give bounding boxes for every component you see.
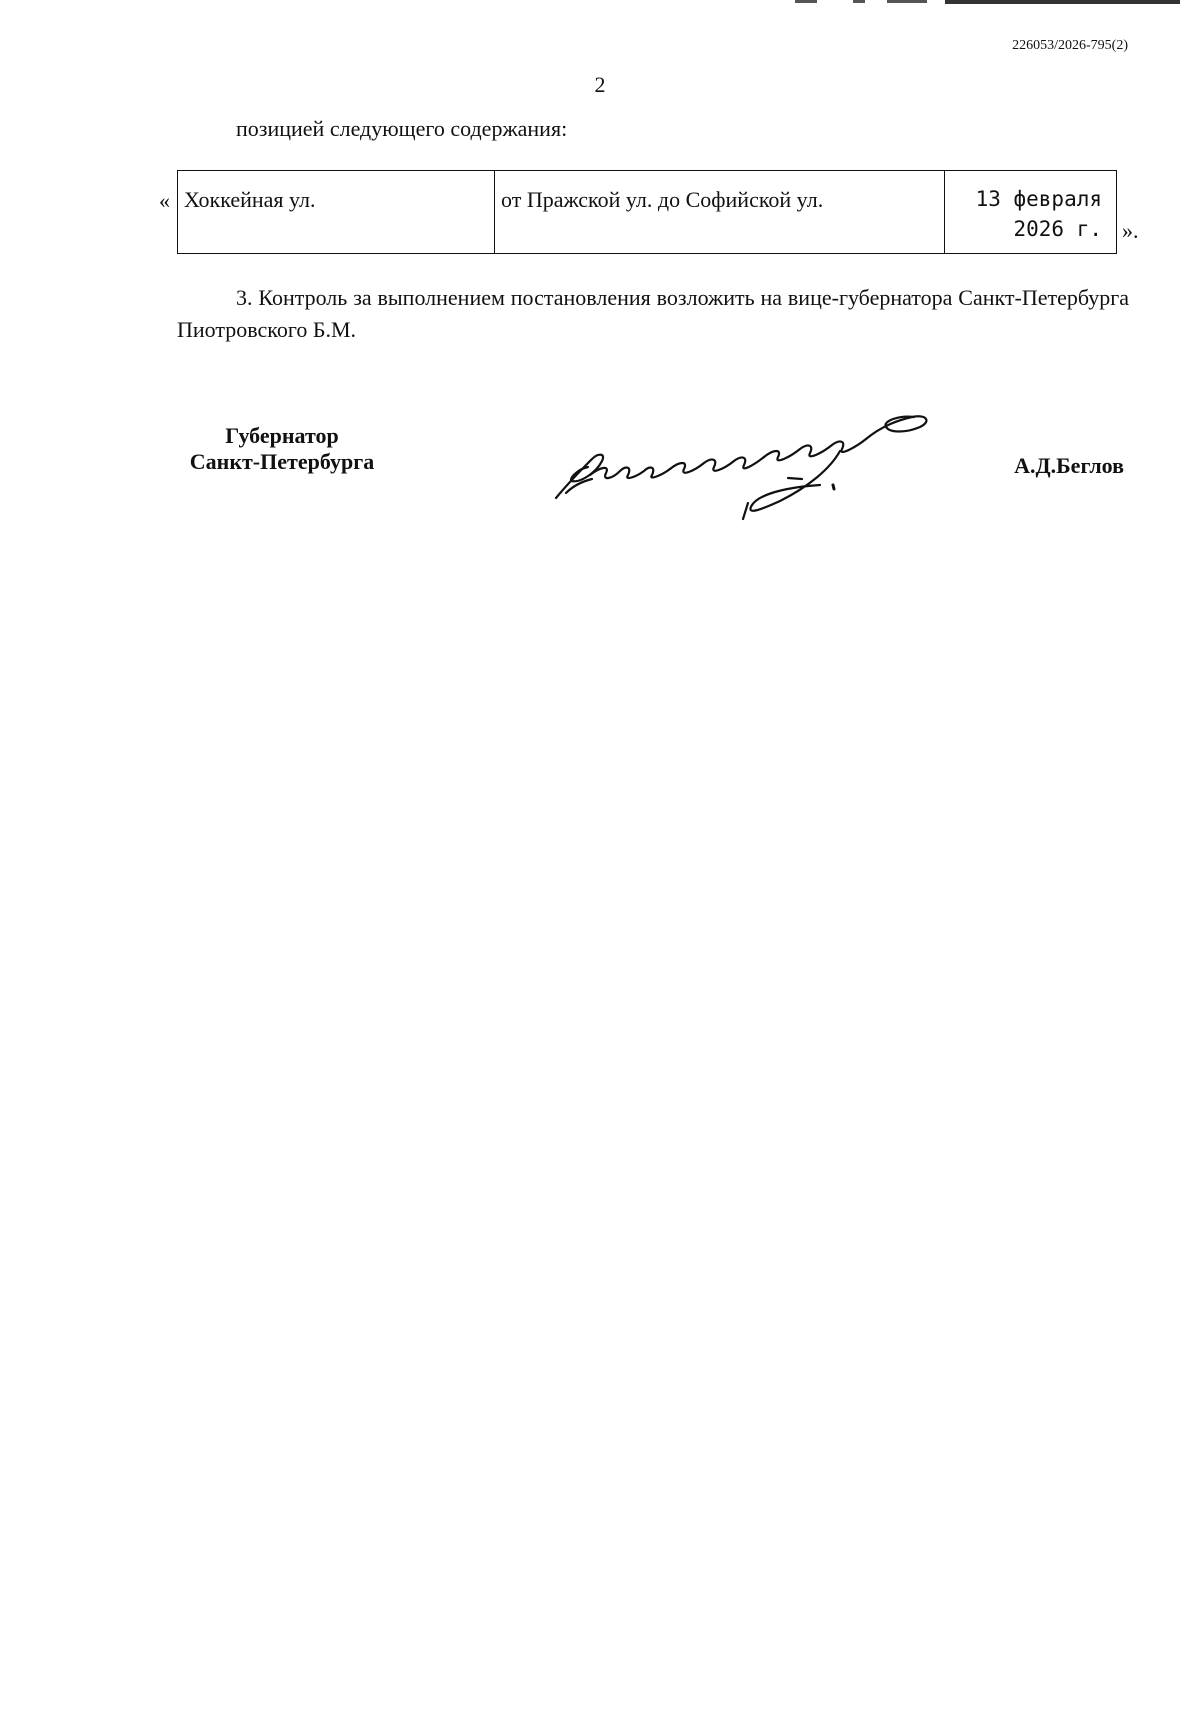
document-number: 226053/2026-795(2) <box>1012 38 1128 53</box>
opening-quote: « <box>159 188 170 213</box>
signatory-name: А.Д.Беглов <box>1014 453 1124 478</box>
page-number: 2 <box>594 72 606 97</box>
paragraph-3: 3. Контроль за выполнением постановления возложить на вице-губернатора Санкт-Петербурга Пиотровского Б.М. <box>177 285 1129 342</box>
street-cell: Хоккейная ул. <box>178 171 495 254</box>
top-scan-marks <box>795 0 1185 8</box>
signatory-title-line-2: Санкт-Петербурга <box>189 449 375 475</box>
date-cell <box>945 171 1117 254</box>
handwritten-signature <box>540 395 980 525</box>
street-table <box>177 170 1117 254</box>
date-line-2: 2026 г. <box>1013 217 1102 242</box>
section-cell: от Пражской ул. до Софийской ул. <box>495 171 945 254</box>
signatory-title-line-1: Губернатор <box>225 423 339 448</box>
date-line-1: 13 февраля <box>975 187 1102 211</box>
closing-quote: ». <box>1122 218 1139 243</box>
intro-line: позицией следующего содержания: <box>236 116 568 141</box>
table-row <box>178 171 1117 254</box>
signatory-title <box>177 423 387 476</box>
